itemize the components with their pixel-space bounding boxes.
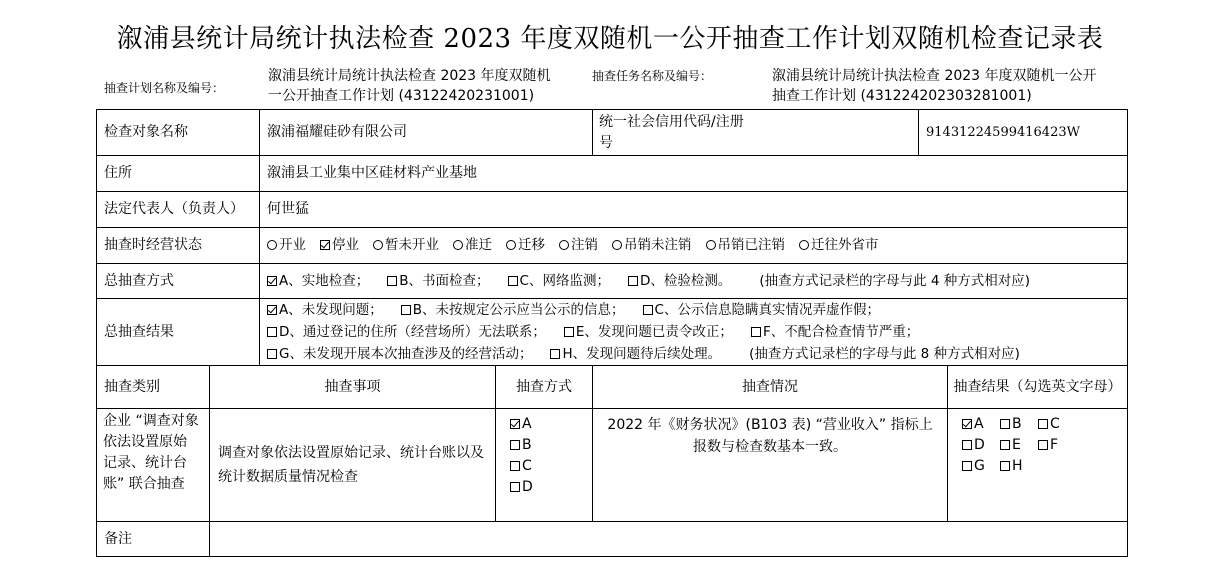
option-detail_row-result_options-5[interactable] [1038, 435, 1076, 456]
option-label: H [1012, 458, 1023, 474]
checked-box-icon[interactable] [320, 240, 330, 250]
option-result_lines-2-0[interactable] [267, 346, 532, 362]
status-options [260, 228, 1128, 264]
option-result_lines-1-0[interactable] [267, 324, 546, 340]
checkbox-icon[interactable] [962, 461, 972, 471]
option-label: C、公示信息隐瞒真实情况弄虚作假； [654, 302, 880, 318]
checked-box-icon[interactable] [267, 276, 277, 286]
remark-row [97, 522, 1128, 557]
option-label: E、发现问题已责令改正； [575, 324, 733, 340]
detail-mode-options [496, 409, 593, 522]
radio-circle-icon[interactable] [506, 240, 516, 250]
radio-circle-icon[interactable] [706, 240, 716, 250]
result-label: 总抽查结果 [97, 299, 260, 366]
option-label: D [974, 437, 985, 453]
legal-rep-label: 法定代表人（负责人） [97, 192, 260, 228]
result-row [97, 299, 1128, 366]
option-status_options-6[interactable] [612, 237, 692, 253]
status-label: 抽查时经营状态 [97, 228, 260, 264]
option-detail_row-result_options-0[interactable] [962, 414, 1000, 435]
mode-note: (抽查方式记录栏的字母与此 4 种方式相对应) [759, 272, 1031, 289]
option-status_options-8[interactable] [799, 237, 879, 253]
address-value: 溆浦县工业集中区硅材料产业基地 [260, 156, 1128, 192]
radio-circle-icon[interactable] [267, 240, 277, 250]
remark-label: 备注 [97, 522, 210, 557]
checkbox-icon[interactable] [643, 305, 653, 315]
checkbox-icon[interactable] [267, 327, 277, 337]
option-label: E [1012, 437, 1021, 453]
option-label: H、发现问题待后续处理。 [562, 346, 722, 362]
radio-circle-icon[interactable] [559, 240, 569, 250]
option-status_options-7[interactable] [706, 237, 786, 253]
checked-box-icon[interactable] [510, 419, 520, 429]
result-note: (抽查方式记录栏的字母与此 8 种方式相对应) [749, 346, 1020, 362]
status-row [97, 228, 1128, 264]
checkbox-icon[interactable] [1038, 419, 1048, 429]
option-label: B [522, 437, 532, 453]
checkbox-icon[interactable] [564, 327, 574, 337]
checkbox-icon[interactable] [510, 440, 520, 450]
option-detail_row-mode_options-1[interactable] [510, 435, 548, 456]
task-label: 抽查任务名称及编号： [592, 69, 713, 83]
task-value: 溆浦县统计局统计执法检查 2023 年度双随机一公开 抽查工作计划 (431224202303281001) [772, 68, 1097, 104]
option-label: 注销 [571, 237, 598, 253]
mode-label: 总抽查方式 [97, 264, 260, 299]
option-detail_row-result_options-4[interactable] [1000, 435, 1038, 456]
checkbox-icon[interactable] [1000, 419, 1010, 429]
detail-header-category: 抽查类别 [97, 366, 210, 409]
option-status_options-2[interactable] [373, 237, 439, 253]
option-label: C [522, 458, 532, 474]
option-label: F、不配合检查情节严重； [762, 324, 920, 340]
object-value: 溆浦福耀硅砂有限公司 [260, 110, 593, 156]
checkbox-icon[interactable] [628, 276, 638, 286]
option-label: B [1012, 416, 1022, 432]
option-mode_options-3[interactable] [628, 273, 731, 289]
option-label: G、未发现开展本次抽查涉及的经营活动； [279, 346, 533, 362]
form-title: 溆浦县统计局统计执法检查 2023 年度双随机一公开抽查工作计划双随机检查记录表 [116, 24, 1104, 54]
option-label: F [1050, 437, 1059, 453]
option-status_options-5[interactable] [559, 237, 598, 253]
checkbox-icon[interactable] [1038, 440, 1048, 450]
option-label: 开业 [279, 237, 306, 253]
detail-item: 调查对象依法设置原始记录、统计台账以及统计数据质量情况检查 [210, 409, 496, 522]
checkbox-icon[interactable] [508, 276, 518, 286]
option-status_options-0[interactable] [267, 237, 306, 253]
option-detail_row-mode_options-3[interactable] [510, 477, 548, 498]
option-label: D、通过登记的住所（经营场所）无法联系； [279, 324, 546, 340]
option-label: B、书面检查； [399, 272, 490, 289]
option-label: A、实地检查； [279, 272, 370, 289]
option-detail_row-mode_options-0[interactable] [510, 414, 548, 435]
option-mode_options-0[interactable] [267, 273, 369, 289]
legal-rep-value: 何世猛 [260, 192, 1128, 228]
option-label: B、未按规定公示应当公示的信息； [412, 302, 625, 318]
detail-header-result: 抽查结果（勾选英文字母） [948, 366, 1128, 409]
checkbox-icon[interactable] [1000, 461, 1010, 471]
option-detail_row-result_options-7[interactable] [1000, 456, 1038, 477]
checkbox-icon[interactable] [962, 440, 972, 450]
option-detail_row-result_options-2[interactable] [1038, 414, 1076, 435]
option-detail_row-result_options-6[interactable] [962, 456, 1000, 477]
checkbox-icon[interactable] [510, 461, 520, 471]
detail-header-mode: 抽查方式 [496, 366, 593, 409]
credit-code-label: 统一社会信用代码/注册 号 [593, 110, 919, 156]
option-label: 吊销未注销 [624, 237, 692, 253]
detail-header-situation: 抽查情况 [593, 366, 948, 409]
option-label: 准迁 [465, 237, 492, 253]
option-label: 停业 [332, 237, 359, 253]
detail-header-item: 抽查事项 [210, 366, 496, 409]
detail-header-row [97, 366, 1128, 409]
option-result_lines-0-0[interactable] [267, 302, 383, 318]
object-row [97, 110, 1128, 156]
radio-circle-icon[interactable] [612, 240, 622, 250]
option-label: 迁往外省市 [811, 237, 879, 253]
option-label: 吊销已注销 [717, 237, 785, 253]
checkbox-icon[interactable] [751, 327, 761, 337]
plan-label: 抽查计划名称及编号： [104, 81, 225, 95]
option-mode_options-1[interactable] [387, 273, 489, 289]
option-label: 暂未开业 [385, 237, 439, 253]
radio-circle-icon[interactable] [453, 240, 463, 250]
checkbox-icon[interactable] [510, 482, 520, 492]
option-label: C [1050, 416, 1060, 432]
checked-box-icon[interactable] [962, 419, 972, 429]
checkbox-icon[interactable] [401, 305, 411, 315]
checkbox-icon[interactable] [550, 349, 560, 359]
address-label: 住所 [97, 156, 260, 192]
option-label: D、检验检测。 [639, 272, 732, 289]
detail-situation: 2022 年《财务状况》(B103 表) “营业收入” 指标上报数与检查数基本一致。 [593, 409, 948, 522]
option-detail_row-result_options-1[interactable] [1000, 414, 1038, 435]
option-label: A [974, 416, 984, 432]
mode-row [97, 264, 1128, 299]
option-label: G [974, 458, 985, 474]
address-row [97, 156, 1128, 192]
credit-code-value: 91431224599416423W [919, 110, 1128, 156]
detail-result-options [948, 409, 1128, 522]
inspection-record-table [96, 109, 1128, 557]
option-result_lines-1-2[interactable] [751, 324, 919, 340]
checked-box-icon[interactable] [267, 305, 277, 315]
detail-row [97, 409, 1128, 522]
detail-category: 企业 “调查对象 依法设置原始 记录、统计台 账” 联合抽查 [97, 409, 210, 522]
radio-circle-icon[interactable] [799, 240, 809, 250]
option-detail_row-result_options-3[interactable] [962, 435, 1000, 456]
option-label: 迁移 [518, 237, 545, 253]
checkbox-icon[interactable] [267, 349, 277, 359]
option-status_options-1[interactable] [320, 237, 359, 253]
legal-rep-row [97, 192, 1128, 228]
option-detail_row-mode_options-2[interactable] [510, 456, 548, 477]
option-status_options-4[interactable] [506, 237, 545, 253]
radio-circle-icon[interactable] [373, 240, 383, 250]
option-status_options-3[interactable] [453, 237, 492, 253]
object-label: 检查对象名称 [97, 110, 260, 156]
checkbox-icon[interactable] [1000, 440, 1010, 450]
result-options [260, 299, 1128, 366]
option-label: C、网络监测； [519, 272, 610, 289]
plan-value: 溆浦县统计局统计执法检查 2023 年度双随机 一公开抽查工作计划 (43122420231001) [268, 68, 551, 104]
option-result_lines-2-1[interactable] [550, 346, 721, 362]
mode-options [260, 264, 1128, 299]
option-mode_options-2[interactable] [508, 273, 610, 289]
option-label: D [522, 479, 533, 495]
checkbox-icon[interactable] [387, 276, 397, 286]
option-result_lines-1-1[interactable] [564, 324, 733, 340]
option-result_lines-0-1[interactable] [401, 302, 625, 318]
option-label: A、未发现问题； [279, 302, 383, 318]
remark-value [210, 522, 1128, 557]
option-label: A [522, 416, 532, 432]
option-result_lines-0-2[interactable] [643, 302, 880, 318]
